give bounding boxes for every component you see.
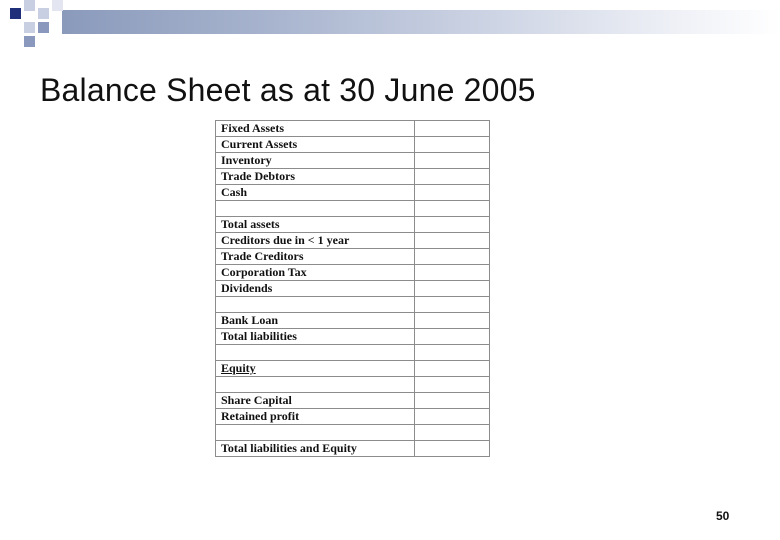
header-gradient-band [62,10,780,34]
row-value [415,121,490,137]
table-row [216,345,490,361]
row-value [415,185,490,201]
table-row [216,121,490,137]
table-row [216,425,490,441]
row-label: Inventory [216,153,415,169]
slide-title: Balance Sheet as at 30 June 2005 [40,72,536,108]
row-label: Fixed Assets [216,121,415,137]
table-row [216,393,490,409]
row-label: Trade Debtors [216,169,415,185]
row-value [415,377,490,393]
row-label: Share Capital [216,393,415,409]
table-row [216,201,490,217]
row-label: Bank Loan [216,313,415,329]
row-value [415,425,490,441]
table-row [216,137,490,153]
row-label [216,201,415,217]
row-label [216,297,415,313]
table-row [216,153,490,169]
row-value [415,153,490,169]
row-value [415,265,490,281]
row-label: Corporation Tax [216,265,415,281]
row-label [216,345,415,361]
row-label: Trade Creditors [216,249,415,265]
row-value [415,201,490,217]
table-row [216,233,490,249]
row-value [415,441,490,457]
table-row [216,217,490,233]
row-value [415,217,490,233]
row-value [415,393,490,409]
row-value [415,249,490,265]
decorative-square [24,0,35,11]
slide-number: 50 [716,509,730,523]
table-row [216,265,490,281]
row-value [415,361,490,377]
balance-sheet-table [215,120,490,457]
row-label [216,425,415,441]
decorative-square [10,8,21,19]
decorative-square [52,0,63,11]
row-value [415,297,490,313]
row-value [415,233,490,249]
row-label: Creditors due in < 1 year [216,233,415,249]
table-row [216,377,490,393]
row-value [415,281,490,297]
row-label: Dividends [216,281,415,297]
row-label [216,377,415,393]
row-value [415,345,490,361]
table-row [216,297,490,313]
table-row [216,409,490,425]
table-row [216,185,490,201]
row-label: Current Assets [216,137,415,153]
row-label: Total liabilities and Equity [216,441,415,457]
row-value [415,313,490,329]
row-value [415,169,490,185]
row-label: Total assets [216,217,415,233]
decorative-square [24,22,35,33]
table-row [216,281,490,297]
row-value [415,409,490,425]
row-label: Total liabilities [216,329,415,345]
row-label: Retained profit [216,409,415,425]
row-label: Equity [216,361,415,377]
decorative-square [38,8,49,19]
table-row [216,329,490,345]
decorative-square [38,22,49,33]
table-row [216,249,490,265]
table-row [216,361,490,377]
row-label: Cash [216,185,415,201]
row-value [415,329,490,345]
decorative-square [24,36,35,47]
table-row [216,313,490,329]
table-row [216,441,490,457]
row-value [415,137,490,153]
table-row [216,169,490,185]
